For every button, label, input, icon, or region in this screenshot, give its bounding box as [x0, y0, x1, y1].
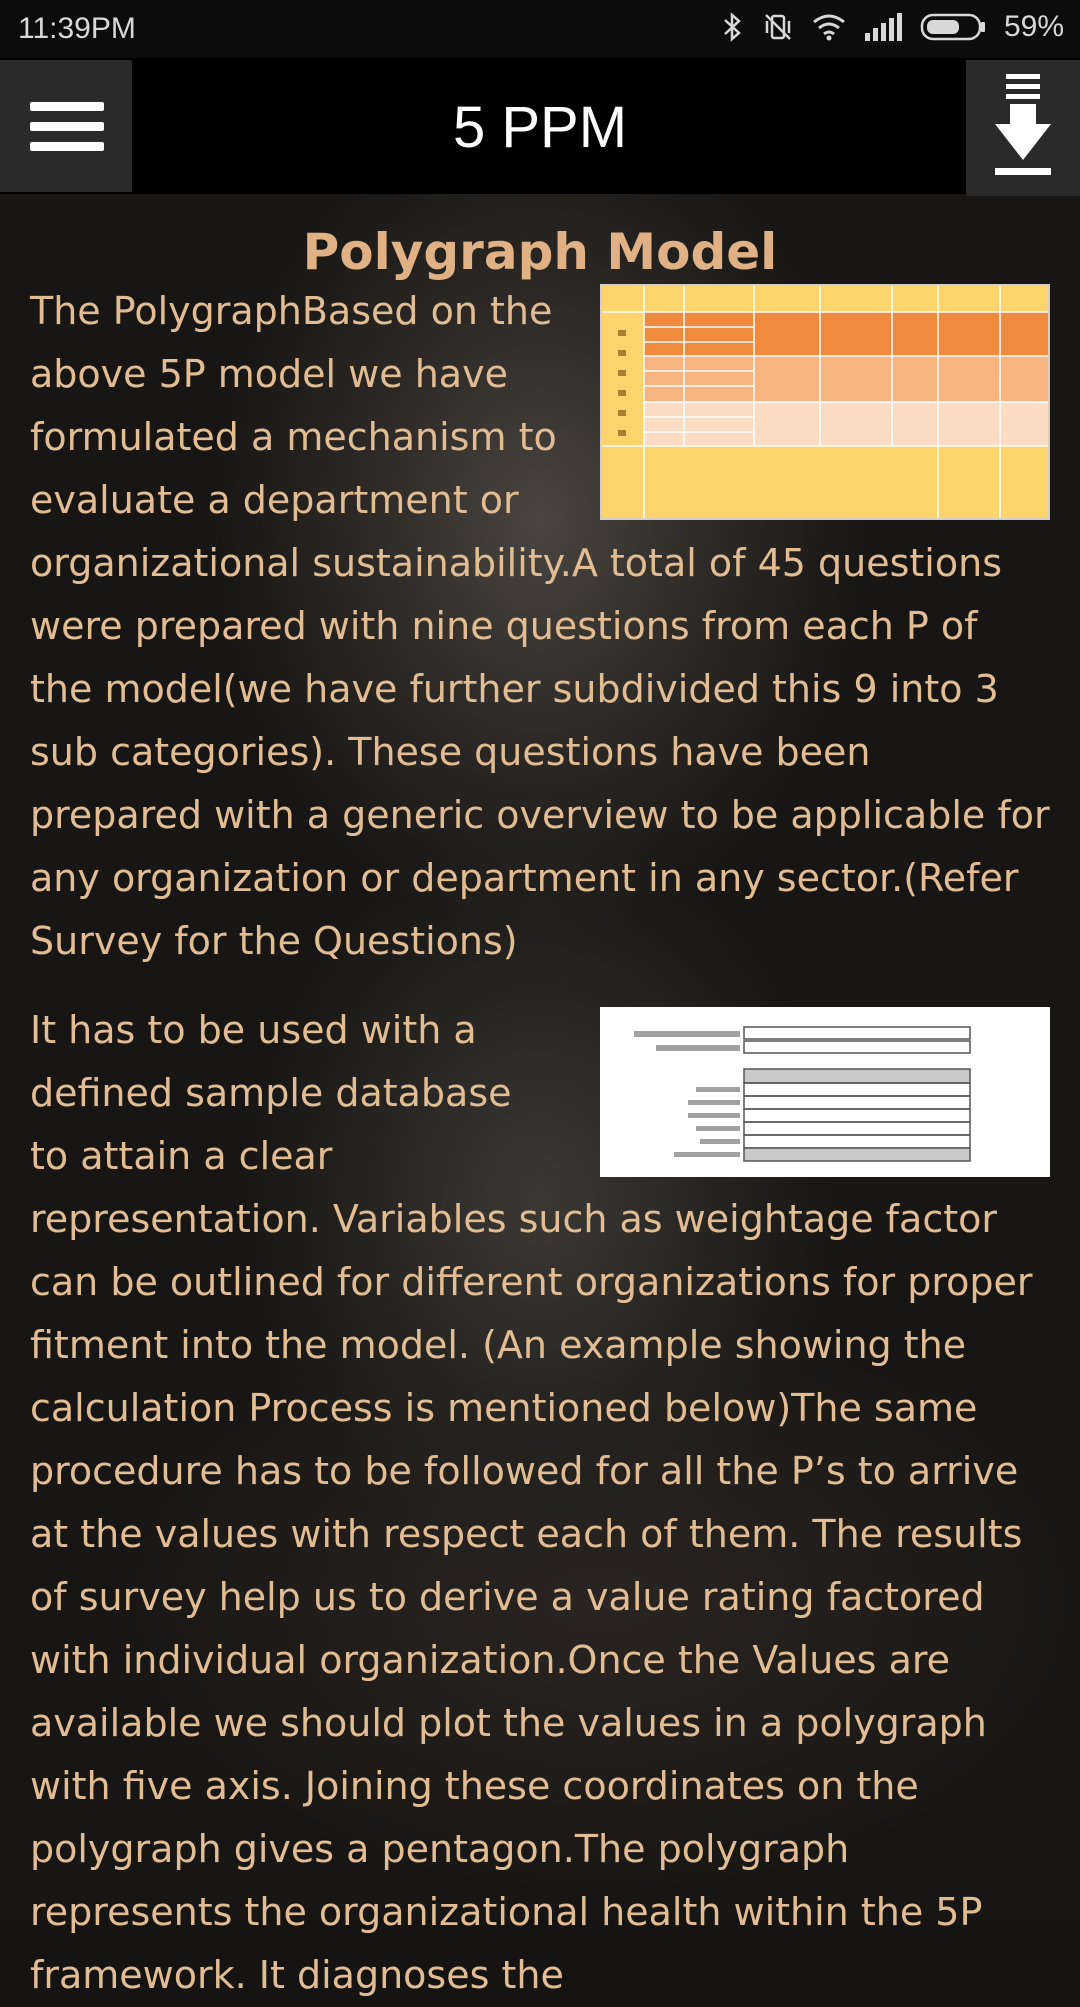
rating-table-graphic: [600, 1007, 1050, 1177]
bluetooth-icon: [722, 11, 744, 43]
page-heading: Polygraph Model: [302, 223, 778, 281]
status-icons: [722, 10, 1064, 44]
calculation-table-image: [600, 280, 1050, 520]
paragraph-1-text: The PolygraphBased on the above 5P model we have formulated a mechanism to evaluate a department or organizational sustainability.A total of 45 questions were prepared with nine questions from each P of the model(we have further subdivided this 9 into 3 sub categories). These questions have been prepared with a generic overview to be applicable for any organization or department in any sector.(Refer Survey for the Questions): [30, 289, 1050, 963]
vibrate-icon: [762, 11, 794, 43]
hamburger-menu-icon-bar: [30, 142, 104, 151]
status-time: 11:39PM: [18, 12, 136, 45]
download-button[interactable]: [966, 60, 1080, 196]
hamburger-menu-icon: [30, 102, 104, 111]
battery-percent: 59%: [1003, 10, 1064, 43]
article-content: [0, 194, 1080, 2007]
wifi-icon: [812, 13, 846, 41]
article-paragraph-1: [30, 280, 1050, 973]
app-title: 5 PPM: [452, 95, 628, 160]
battery-icon: [920, 13, 986, 41]
status-bar: [0, 0, 1080, 58]
download-icon: [966, 60, 1080, 196]
calculation-table-svg: [602, 286, 1048, 518]
app-bar: [0, 58, 1080, 194]
signal-icon: [864, 13, 902, 41]
rating-table-image: [600, 999, 1050, 1177]
hamburger-menu-button[interactable]: [0, 60, 132, 192]
article-paragraph-2: [30, 999, 1050, 2007]
rating-table-svg: [600, 1007, 1050, 1177]
paragraph-2-text: It has to be used with a defined sample database to attain a clear representation. Variables such as weightage factor can be outlined for different organizations for proper fitment into the model. (An example showing the calculation Process is mentioned below)The same procedure has to be followed for all the P’s to arrive at the values with respect each of them. The results of survey help us to derive a value rating factored with individual organization.Once the Values are available we should plot the values in a polygraph with five axis. Joining these coordinates on the polygraph gives a pentagon.The polygraph represents the organizational health within the 5P framework. It diagnoses the: [30, 1008, 1033, 1997]
hamburger-menu-icon-bar: [30, 122, 104, 131]
calculation-table-graphic: [600, 284, 1050, 520]
